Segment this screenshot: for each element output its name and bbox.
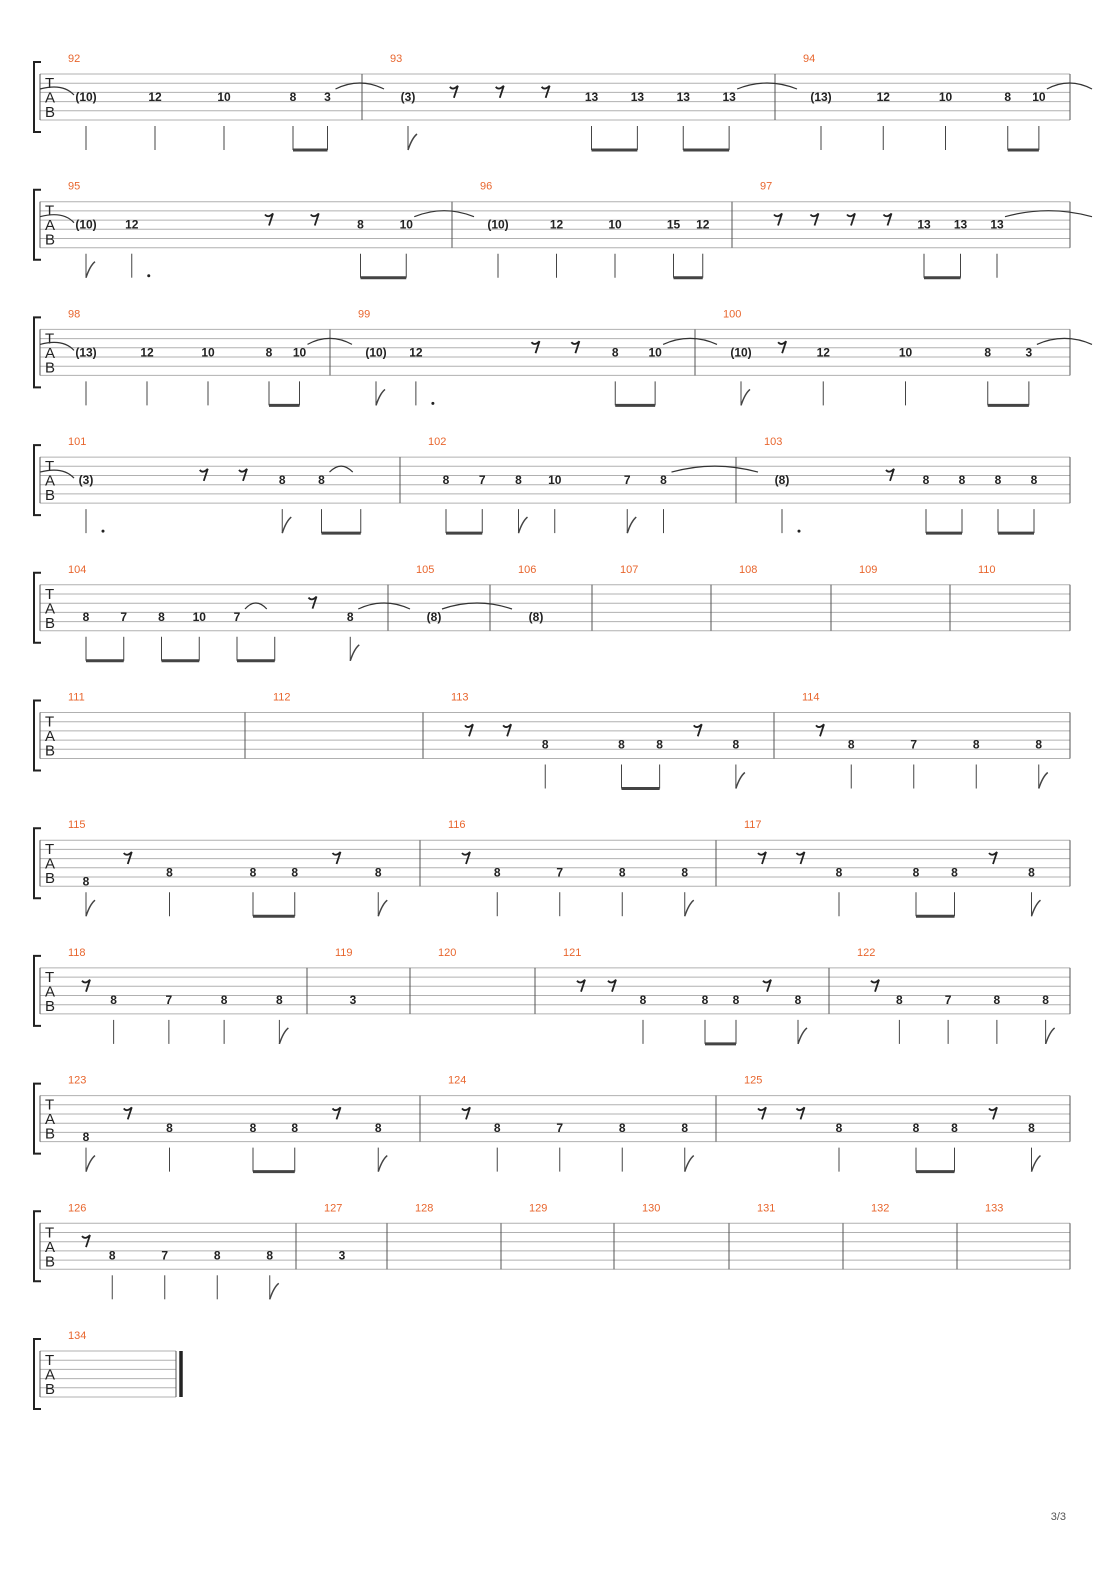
eighth-flag	[279, 1028, 288, 1044]
fret-number: 8	[994, 473, 1002, 488]
fret-number: 8	[732, 993, 740, 1008]
measure-number: 100	[723, 308, 742, 321]
fret-number: 10	[1032, 90, 1046, 104]
fret-number: 8	[266, 1248, 274, 1263]
fret-number: 8	[374, 1120, 382, 1135]
eighth-flag	[798, 1028, 807, 1044]
eighth-flag	[408, 134, 417, 150]
tab-clef-letter: T	[45, 458, 55, 476]
tab-clef-letter: B	[45, 359, 56, 377]
measure-number: 114	[802, 691, 820, 704]
eighth-rest	[797, 852, 805, 864]
fret-number: 3	[1025, 345, 1033, 360]
fret-number: 8	[1035, 737, 1043, 752]
measure-number: 94	[803, 53, 816, 65]
tab-clef-letter: B	[45, 1125, 56, 1143]
eighth-rest	[333, 852, 341, 864]
fret-number: 3	[349, 993, 357, 1008]
eighth-rest	[462, 852, 470, 864]
eighth-flag	[376, 389, 385, 405]
duration-dot	[102, 530, 105, 533]
measure-number: 111	[68, 691, 85, 704]
measure-number: 107	[620, 563, 639, 576]
tab-clef-letter: T	[45, 968, 55, 986]
fret-number: 8	[82, 874, 90, 889]
fret-number: 13	[990, 217, 1004, 232]
eighth-flag	[86, 262, 95, 278]
tab-clef-letter: T	[45, 1224, 55, 1242]
tab-clef-letter: T	[45, 585, 55, 603]
duration-dot	[798, 530, 801, 533]
measure-number: 115	[68, 819, 86, 832]
eighth-flag	[1046, 1028, 1055, 1044]
fret-number: 13	[917, 217, 931, 232]
eighth-rest	[311, 214, 319, 226]
eighth-rest	[496, 86, 504, 98]
eighth-rest	[200, 469, 208, 481]
eighth-flag	[736, 773, 745, 789]
measure-number: 99	[358, 308, 371, 321]
eighth-rest	[758, 852, 766, 864]
tab-clef-letter: A	[45, 600, 56, 618]
eighth-rest	[265, 214, 273, 226]
measure-number: 123	[68, 1074, 87, 1087]
fret-number: 8	[265, 345, 273, 360]
tab-clef-letter: T	[45, 202, 55, 220]
fret-number: 15	[666, 217, 681, 232]
fret-number: 8	[166, 865, 173, 880]
tab-clef-letter: A	[45, 728, 56, 745]
eighth-flag	[282, 517, 291, 533]
eighth-rest	[811, 214, 819, 226]
fret-number: 8	[639, 993, 647, 1008]
fret-number: 8	[515, 473, 522, 488]
fret-number: 12	[549, 217, 564, 232]
fret-number: (10)	[75, 217, 97, 232]
eighth-rest	[694, 724, 702, 736]
measure-number: 125	[744, 1074, 763, 1087]
fret-number: 7	[478, 473, 486, 488]
measure-number: 101	[68, 436, 87, 449]
eighth-flag	[685, 1156, 694, 1172]
eighth-rest	[450, 86, 458, 98]
measure-number: 124	[448, 1074, 467, 1087]
fret-number: 8	[249, 1120, 257, 1135]
fret-number: 7	[556, 1120, 564, 1135]
fret-number: 7	[120, 610, 128, 624]
tie-arc	[245, 603, 267, 609]
fret-number: (3)	[78, 473, 94, 488]
fret-number: 8	[318, 473, 325, 488]
tab-clef-letter: B	[45, 742, 56, 760]
fret-number: 8	[732, 737, 740, 752]
measure-number: 130	[642, 1202, 661, 1215]
fret-number: 3	[338, 1248, 346, 1263]
eighth-flag	[378, 1156, 387, 1172]
fret-number: 12	[696, 217, 710, 232]
eighth-rest	[542, 86, 550, 98]
tie-arc	[1047, 83, 1092, 89]
measure-number: 105	[416, 563, 435, 576]
tab-clef-letter: T	[45, 841, 55, 859]
tab-clef-letter: T	[45, 1352, 55, 1369]
fret-number: 12	[816, 345, 830, 360]
fret-number: 8	[374, 865, 382, 880]
measure-number: 126	[68, 1202, 87, 1215]
eighth-rest	[82, 1235, 90, 1247]
page-number: 3/3	[1050, 1511, 1066, 1523]
measure-number: 113	[451, 691, 469, 704]
measure-number: 131	[757, 1202, 776, 1215]
eighth-rest	[778, 341, 786, 353]
fret-number: (3)	[400, 90, 416, 104]
fret-number: 3	[324, 90, 331, 104]
measure-number: 110	[978, 563, 996, 576]
measure-number: 121	[563, 946, 582, 959]
fret-number: 12	[140, 345, 154, 360]
fret-number: 7	[944, 993, 952, 1008]
eighth-flag	[1039, 773, 1048, 789]
measure-number: 106	[518, 563, 537, 576]
tab-clef-letter: T	[45, 1096, 55, 1114]
fret-number: 13	[953, 217, 968, 232]
fret-number: 8	[847, 737, 855, 752]
eighth-rest	[989, 1107, 997, 1119]
fret-number: 8	[108, 1248, 116, 1263]
eighth-rest	[532, 341, 540, 353]
fret-number: 12	[148, 90, 162, 104]
eighth-flag	[1032, 900, 1041, 916]
tie-arc	[330, 466, 353, 472]
fret-number: 10	[648, 345, 662, 360]
tab-clef-letter: A	[45, 217, 56, 235]
fret-number: 13	[722, 90, 736, 104]
fret-number: 8	[912, 1120, 920, 1135]
fret-number: 7	[556, 865, 564, 880]
measure-number: 98	[68, 308, 81, 321]
fret-number: 7	[233, 610, 241, 624]
measure-number: 120	[438, 946, 457, 959]
tab-clef-letter: B	[45, 870, 56, 888]
tab-clef-letter: A	[45, 1111, 56, 1129]
duration-dot	[431, 402, 434, 405]
fret-number: 7	[161, 1248, 169, 1263]
fret-number: 8	[794, 993, 802, 1008]
eighth-flag	[270, 1283, 279, 1299]
fret-number: (8)	[528, 610, 544, 624]
fret-number: 8	[346, 610, 354, 624]
measure-number: 102	[428, 436, 447, 449]
eighth-rest	[763, 980, 771, 992]
fret-number: 8	[618, 737, 625, 752]
tab-clef-letter: B	[45, 614, 56, 632]
fret-number: 8	[1042, 993, 1049, 1008]
eighth-rest	[886, 469, 894, 481]
fret-number: 8	[912, 865, 920, 880]
fret-number: 8	[82, 1130, 90, 1144]
fret-number: (10)	[75, 90, 97, 104]
measure-number: 129	[529, 1202, 548, 1215]
eighth-rest	[758, 1107, 766, 1119]
fret-number: 8	[951, 865, 958, 880]
fret-number: 8	[289, 90, 297, 104]
fret-number: 8	[984, 345, 992, 360]
eighth-rest	[774, 214, 782, 226]
fret-number: 8	[541, 737, 549, 752]
fret-number: (13)	[75, 345, 97, 360]
measure-number: 112	[273, 691, 291, 704]
fret-number: 8	[660, 473, 667, 488]
fret-number: 7	[165, 993, 173, 1008]
fret-number: 10	[399, 217, 413, 232]
tie-arc	[663, 338, 717, 344]
fret-number: (10)	[487, 217, 509, 232]
eighth-flag	[1032, 1156, 1041, 1172]
fret-number: 8	[213, 1248, 221, 1263]
measure-number: 128	[415, 1202, 434, 1215]
measure-number: 93	[390, 53, 403, 65]
eighth-rest	[503, 724, 511, 736]
fret-number: 8	[220, 993, 228, 1008]
fret-number: 12	[409, 345, 423, 360]
fret-number: 8	[442, 473, 450, 488]
fret-number: 8	[1004, 90, 1012, 104]
measure-number: 134	[68, 1330, 87, 1342]
eighth-rest	[871, 980, 879, 992]
tie-arc	[737, 83, 797, 89]
eighth-flag	[86, 900, 95, 916]
tab-clef-letter: B	[45, 231, 56, 249]
eighth-rest	[82, 980, 90, 992]
fret-number: 8	[82, 610, 90, 624]
fret-number: 8	[276, 993, 283, 1008]
tie-arc	[336, 83, 385, 89]
fret-number: 8	[249, 865, 257, 880]
measure-number: 122	[857, 946, 876, 959]
eighth-flag	[741, 389, 750, 405]
eighth-rest	[577, 980, 585, 992]
fret-number: 10	[938, 90, 953, 104]
fret-number: 13	[584, 90, 599, 104]
eighth-flag	[86, 1156, 95, 1172]
eighth-rest	[797, 1107, 805, 1119]
tab-clef-letter: T	[45, 713, 55, 731]
fret-number: 8	[1028, 865, 1035, 880]
fret-number: 8	[357, 217, 364, 232]
measure-number: 116	[448, 819, 466, 832]
fret-number: 8	[922, 473, 930, 488]
eighth-rest	[608, 980, 616, 992]
tab-clef-letter: B	[45, 487, 56, 505]
fret-number: (10)	[365, 345, 387, 360]
fret-number: (8)	[426, 610, 442, 624]
fret-number: 10	[192, 610, 206, 624]
tab-clef-letter: A	[45, 89, 56, 107]
measure-number: 132	[871, 1202, 890, 1215]
eighth-flag	[519, 517, 528, 533]
measure-number: 127	[324, 1202, 343, 1215]
eighth-rest	[847, 214, 855, 226]
fret-number: 8	[1030, 473, 1038, 488]
fret-number: 8	[110, 993, 117, 1008]
eighth-rest	[239, 469, 247, 481]
fret-number: 8	[493, 1120, 501, 1135]
fret-number: 8	[951, 1120, 958, 1135]
tie-arc	[1037, 338, 1092, 344]
eighth-flag	[685, 900, 694, 916]
fret-number: 8	[158, 610, 165, 624]
tab-clef-letter: B	[45, 104, 56, 121]
tab-clef-letter: A	[45, 983, 56, 1001]
fret-number: 8	[611, 345, 619, 360]
eighth-rest	[571, 341, 579, 353]
fret-number: 10	[898, 345, 913, 360]
fret-number: 8	[278, 473, 286, 488]
fret-number: 8	[618, 1120, 626, 1135]
measure-number: 117	[744, 819, 762, 832]
eighth-rest	[333, 1107, 341, 1119]
fret-number: 8	[166, 1120, 173, 1135]
fret-number: 10	[201, 345, 215, 360]
fret-number: 8	[493, 865, 501, 880]
tab-clef-letter: T	[45, 75, 55, 92]
tab-clef-letter: A	[45, 855, 56, 873]
measure-number: 96	[480, 180, 493, 193]
measure-number: 118	[68, 946, 86, 959]
fret-number: 7	[623, 473, 631, 488]
fret-number: (10)	[730, 345, 752, 360]
measure-number: 108	[739, 563, 758, 576]
eighth-rest	[309, 597, 317, 609]
tab-clef-letter: B	[45, 1253, 56, 1271]
tab-clef-letter: B	[45, 1381, 56, 1398]
fret-number: 8	[681, 1120, 689, 1135]
duration-dot	[147, 274, 150, 277]
eighth-rest	[124, 1107, 132, 1119]
fret-number: 8	[835, 865, 843, 880]
tab-clef-letter: B	[45, 997, 56, 1015]
fret-number: 8	[835, 1120, 843, 1135]
tab-clef-letter: A	[45, 1238, 56, 1256]
fret-number: 8	[701, 993, 709, 1008]
fret-number: 13	[676, 90, 690, 104]
fret-number: 8	[972, 737, 980, 752]
fret-number: 8	[656, 737, 663, 752]
measure-number: 109	[859, 563, 878, 576]
eighth-flag	[378, 900, 387, 916]
fret-number: (13)	[810, 90, 832, 104]
tie-arc	[1005, 211, 1092, 217]
measure-number: 119	[335, 946, 353, 959]
eighth-rest	[465, 724, 473, 736]
eighth-rest	[124, 852, 132, 864]
fret-number: 8	[681, 865, 689, 880]
measure-number: 133	[985, 1202, 1004, 1215]
fret-number: 8	[896, 993, 903, 1008]
eighth-rest	[989, 852, 997, 864]
eighth-rest	[462, 1107, 470, 1119]
fret-number: 10	[217, 90, 231, 104]
tie-arc	[442, 603, 512, 609]
measure-number: 104	[68, 563, 87, 576]
measure-number: 97	[760, 180, 773, 193]
measure-number: 92	[68, 53, 81, 65]
fret-number: 10	[292, 345, 307, 360]
tab-clef-letter: T	[45, 330, 55, 348]
eighth-rest	[884, 214, 892, 226]
tie-arc	[358, 603, 410, 609]
fret-number: 12	[876, 90, 890, 104]
fret-number: 8	[1028, 1120, 1035, 1135]
measure-number: 95	[68, 180, 81, 193]
fret-number: 13	[630, 90, 645, 104]
eighth-flag	[627, 517, 636, 533]
fret-number: 7	[910, 737, 918, 752]
tie-arc	[414, 211, 474, 217]
measure-number: 103	[764, 436, 783, 449]
tab-clef-letter: A	[45, 1366, 56, 1384]
fret-number: 10	[608, 217, 622, 232]
tab-clef-letter: A	[45, 344, 56, 362]
fret-number: 8	[291, 865, 299, 880]
fret-number: 8	[993, 993, 1001, 1008]
fret-number: (8)	[774, 473, 790, 488]
fret-number: 8	[958, 473, 966, 488]
tie-arc	[672, 466, 759, 472]
eighth-rest	[816, 724, 824, 736]
tab-clef-letter: A	[45, 472, 56, 490]
eighth-flag	[350, 645, 359, 661]
fret-number: 8	[291, 1120, 299, 1135]
fret-number: 10	[548, 473, 562, 488]
fret-number: 8	[618, 865, 626, 880]
fret-number: 12	[125, 217, 139, 232]
